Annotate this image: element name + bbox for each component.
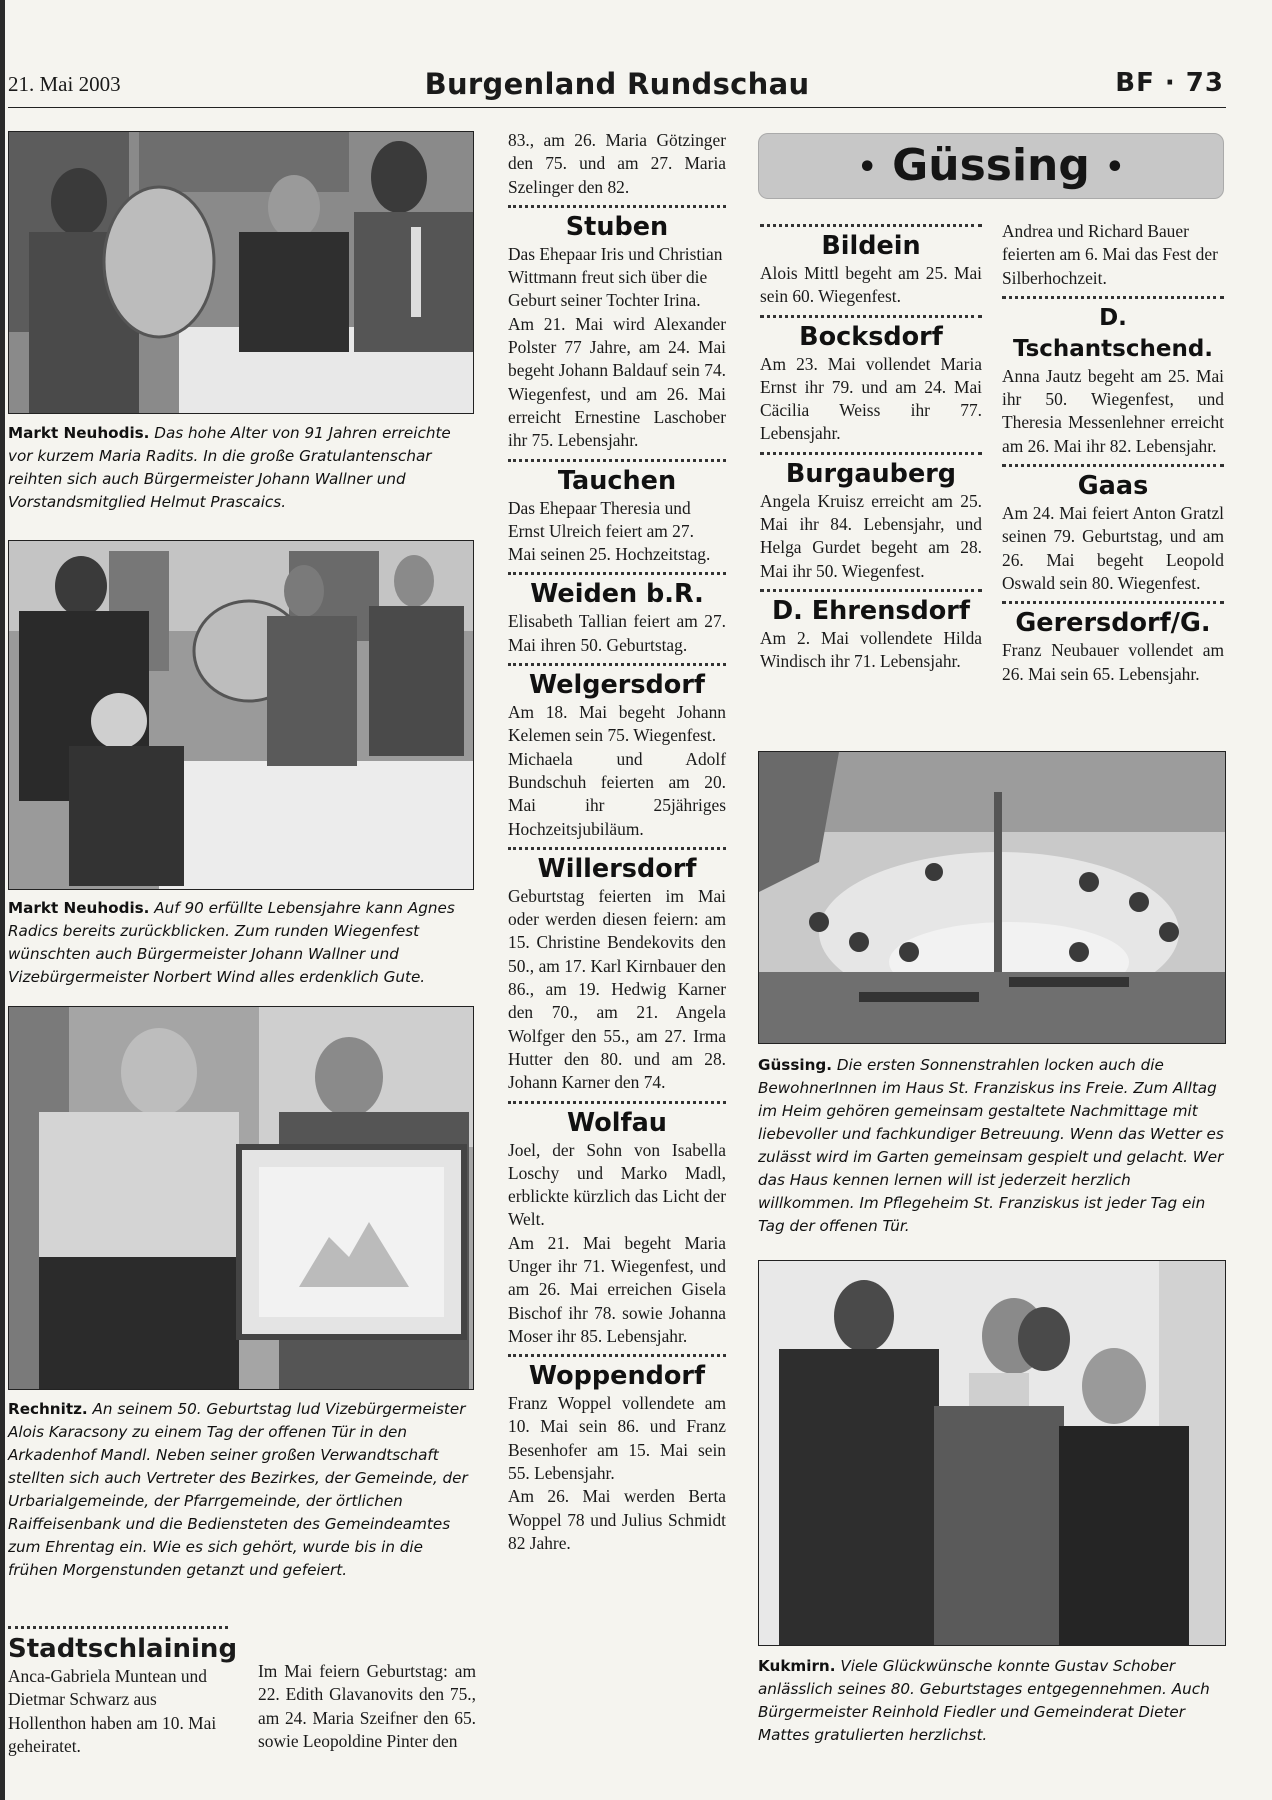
dotted-rule [508,572,726,575]
article-tschantschend [1002,296,1224,458]
caption-place: Markt Neuhodis. [8,899,150,917]
article-title: Tauchen [557,465,677,496]
article-title: Stadtschlaining [8,1634,238,1664]
article-stadtschlaining-cont [258,1660,476,1755]
banner-bullet: • [857,150,877,185]
article-text: Am 18. Mai begeht Johann Kelemen sein 75. Wiegenfest. [508,702,726,746]
article-title: Wolfau [567,1107,667,1138]
photo-caption-3 [8,1398,476,1582]
issue-date: 21. Mai 2003 [8,72,121,96]
article-text: Am 23. Mai vollendet Maria Ernst ihr 79. und am 24. Mai Cäcilia Weiss ihr 77. Lebensjahr. [760,353,982,444]
article-stuben [508,205,726,453]
photo-caption-1 [8,422,476,514]
article-burgauberg [760,452,982,583]
article-text: Am 24. Mai feiert Anton Gratzl seinen 79. Geburtstag, und am 26. Mai begeht Leopold Oswald sein 80. Wiegenfest. [1002,503,1224,593]
photo-markt-neuhodis-1 [8,131,474,414]
caption-text: Auf 90 erfüllte Lebensjahre kann Agnes Radics bereits zurückblicken. Zum runden Wiegenfest wünschten auch Bürgermeister Johann Wallner und Vizebürgermeister Norbert Wind alles erdenklich Gute. [8,899,455,986]
article-bildein [760,224,982,309]
caption-text: Viele Glückwünsche konnte Gustav Schober anlässlich seines 80. Geburtstages entgegennehmen. Auch Bürgermeister Reinhold Fiedler und Gemeinderat Dieter Mattes gratulierten herzlichst. [758,1657,1210,1744]
article-text: Am 21. Mai begeht Maria Unger ihr 71. Wiegenfest, und am 26. Mai erreichen Gisela Bischof ihr 78. sowie Johanna Moser ihr 85. Lebensjahr. [508,1232,726,1346]
article-text: Das Ehepaar Iris und Christian Wittmann freut sich über die Geburt seiner Tochter Irina. [508,243,723,311]
article-tauchen [508,459,726,567]
dotted-rule [508,663,726,666]
article-title: Gerersdorf/G. [1015,608,1211,639]
article-weiden [508,572,726,657]
article-text: Joel, der Sohn von Isabella Loschy und Marko Madl, erblickte kürzlich das Licht der Welt. [508,1139,726,1230]
article-text: Michaela und Adolf Bundschuh feierten am 20. Mai ihr 25jähriges Hochzeitsjubiläum. [508,748,726,839]
article-text: Am 2. Mai vollendete Hilda Windisch ihr 71. Lebensjahr. [760,627,982,672]
caption-place: Kukmirn. [758,1657,836,1675]
article-text: Alois Mittl begeht am 25. Mai sein 60. Wiegenfest. [760,263,982,307]
photo-kukmirn [758,1260,1226,1646]
article-willersdorf [508,847,726,1095]
article-woppendorf [508,1354,726,1555]
caption-place: Markt Neuhodis. [8,424,150,442]
article-title: Woppendorf [528,1361,706,1392]
photo-caption-5 [758,1655,1228,1747]
article-gerersdorf [1002,601,1224,686]
article-stadtschlaining [8,1620,238,1760]
article-title: Gaas [1077,471,1149,502]
article-text: Andrea und Richard Bauer feierten am 6. Mai das Fest der Silberhochzeit. [1002,221,1218,288]
section-title: Güssing [892,140,1090,191]
article-text: Franz Neubauer vollendet am 26. Mai sein 65. Lebensjahr. [1002,640,1224,684]
caption-place: Rechnitz. [8,1400,88,1418]
article-text: Geburtstag feierten im Mai oder werden diesen feiern: am 15. Christine Bendekovits den 50., am 17. Karl Kirnbauer den 86., am 19. Hedwig Karner den 70., am 21. Angela Wolfger den 55., am 27. Irma Hutter den 80. und am 28. Johann Karner den 74. [508,885,726,1093]
dotted-rule [760,452,982,455]
dotted-rule [508,459,726,462]
article-gaas [1002,464,1224,595]
article-title: Welgersdorf [529,670,705,701]
dotted-rule [1002,296,1224,299]
photo-guessing [758,751,1226,1044]
article-title: Burgauberg [785,458,957,489]
article-text: Am 21. Mai wird Alexander Polster 77 Jahre, am 24. Mai begeht Johann Baldauf sein 74. Wiegenfest, und am 26. Mai erreicht Ernestine Laschober ihr 75. Lebensjahr. [508,313,726,451]
newspaper-title: Burgenland Rundschau [424,67,810,101]
page-number: BF · 73 [1115,68,1224,98]
article-ehrensdorf [760,589,982,674]
article-text: 83., am 26. Maria Götzinger den 75. und am 27. Maria Szelinger den 82. [508,130,726,197]
article-title: Willersdorf [537,853,697,884]
section-banner [758,133,1224,199]
article-title: Stuben [565,211,669,242]
dotted-rule [8,1626,228,1629]
article-title: Weiden b.R. [530,579,704,610]
banner-bullet: • [1105,150,1125,185]
article-text: Im Mai feiern Geburtstag: am 22. Edith Glavanovits den 75., am 24. Maria Szeifner den 65. sowie Leopoldine Pinter den [258,1661,476,1751]
caption-text: Die ersten Sonnenstrahlen locken auch die BewohnerInnen im Haus St. Franziskus ins Freie. Zum Alltag im Heim gehören gemeinsam gestaltete Nachmittage mit liebevoller und fachkundiger Betreuung. Wenn das Wetter es zulässt wird im Garten gemeinsam gespielt und gelacht. Wer das Haus kennen lernen will ist jederzeit herzlich willkommen. Im Pflegeheim St. Franziskus ist jeder Tag ein Tag der offenen Tür. [758,1056,1224,1235]
photo-rechnitz [8,1006,474,1390]
dotted-rule [508,847,726,850]
article-text: Anca-Gabriela Muntean und Dietmar Schwarz aus Hollenthon haben am 10. Mai geheiratet. [8,1666,217,1756]
dotted-rule [760,224,982,227]
photo-caption-4 [758,1054,1228,1238]
article-bocksdorf [760,315,982,446]
scan-edge [0,0,5,1800]
article-text: Angela Kruisz erreicht am 25. Mai ihr 84. Lebensjahr, und Helga Gurdet begeht am 28. Mai ihr 50. Wiegenfest. [760,490,982,581]
photo-caption-2 [8,897,476,989]
article-title: Bocksdorf [799,321,943,352]
article-text: Am 26. Mai werden Berta Woppel 78 und Julius Schmidt 82 Jahre. [508,1486,726,1553]
dotted-rule [508,1354,726,1357]
dotted-rule [760,315,982,318]
right-column-b [1002,220,1224,688]
article-title: D. Tschantschend. [1012,304,1214,362]
caption-text: Das hohe Alter von 91 Jahren erreichte vor kurzem Maria Radits. In die große Gratulantenschar reihten sich auch Bürgermeister Johann Wallner und Vorstandsmitglied Helmut Prascaics. [8,424,451,511]
article-title: Bildein [821,231,921,261]
article-text: Das Ehepaar Theresia und Ernst Ulreich feiert am 27. Mai seinen 25. Hochzeitstag. [508,497,711,565]
photo-markt-neuhodis-2 [8,540,474,890]
article-welgersdorf [508,663,726,841]
caption-text: An seinem 50. Geburtstag lud Vizebürgermeister Alois Karacsony zu einem Tag der offenen Tür in den Arkadenhof Mandl. Neben seiner großen Verwandtschaft stellten sich auch Vertreter des Bezirkes, der Gemeinde, der Urbarialgemeinde, der Pfarrgemeinde, der örtlichen Raiffeisenbank und die Bediensteten des Gemeindeamtes zum Ehrentag ein. Wie es sich gehört, wurde bis in die frühen Morgenstunden getanzt und gefeiert. [8,1400,468,1579]
dotted-rule [508,1101,726,1104]
right-column-a [760,218,982,676]
dotted-rule [508,205,726,208]
article-title: D. Ehrensdorf [772,595,970,626]
dotted-rule [760,589,982,592]
article-wolfau [508,1101,726,1349]
middle-column [508,129,726,1557]
article-text: Elisabeth Tallian feiert am 27. Mai ihren 50. Geburtstag. [508,611,726,655]
dotted-rule [1002,601,1224,604]
article-text: Franz Woppel vollendete am 10. Mai sein 86. und Franz Besenhofer am 15. Mai sein 55. Lebensjahr. [508,1393,726,1484]
article-text: Anna Jautz begeht am 25. Mai ihr 50. Wiegenfest, und Theresia Messenlehner erreicht am 26. Mai ihr 82. Lebensjahr. [1002,365,1224,456]
page-header [8,64,1226,108]
dotted-rule [1002,464,1224,467]
caption-place: Güssing. [758,1056,833,1074]
